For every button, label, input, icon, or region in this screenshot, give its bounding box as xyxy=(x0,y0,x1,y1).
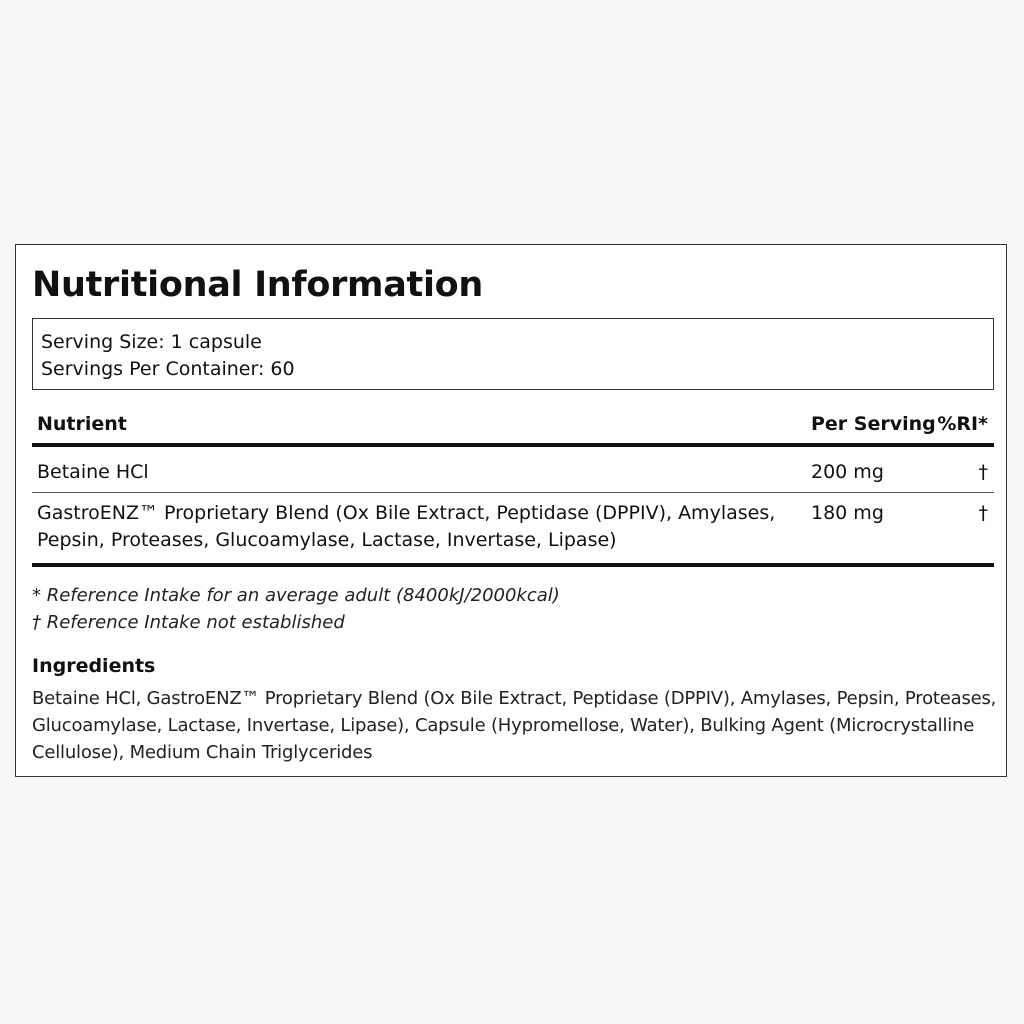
footnotes xyxy=(32,582,560,636)
table-row xyxy=(32,500,994,567)
nutrition-panel xyxy=(15,244,1007,777)
header-nutrient: Nutrient xyxy=(37,413,127,435)
panel-title: Nutritional Information xyxy=(32,265,484,305)
serving-info-box xyxy=(32,318,994,390)
nutrient-ri: † xyxy=(978,461,988,483)
ingredients-heading: Ingredients xyxy=(32,655,156,677)
serving-size: Serving Size: 1 capsule xyxy=(41,331,262,353)
header-per-serving: Per Serving xyxy=(811,413,936,435)
header-ri: %RI* xyxy=(937,413,988,435)
nutrient-ri: † xyxy=(978,502,988,524)
footnote-not-established: † Reference Intake not established xyxy=(32,612,345,633)
nutrient-amount: 180 mg xyxy=(811,502,884,524)
ingredients-text: Betaine HCl, GastroENZ™ Proprietary Blend (Ox Bile Extract, Peptidase (DPPIV), Amylases, Pepsin, Proteases, Glucoamylase, Lactase, Invertase, Lipase), Capsule (Hypromellose, Water), Bulking Agent (Microcrystalline Cellulose), Medium Chain Triglycerides xyxy=(32,688,997,763)
nutrient-amount: 200 mg xyxy=(811,461,884,483)
footnote-reference-intake: * Reference Intake for an average adult (8400kJ/2000kcal) xyxy=(32,585,560,606)
table-row xyxy=(32,459,994,493)
servings-per-container: Servings Per Container: 60 xyxy=(41,358,295,380)
nutrient-name: Betaine HCl xyxy=(37,461,149,483)
nutrient-name: GastroENZ™ Proprietary Blend (Ox Bile Extract, Peptidase (DPPIV), Amylases, Pepsin, Proteases, Glucoamylase, Lactase, Invertase, Lipase) xyxy=(37,502,776,551)
table-header xyxy=(32,409,994,447)
